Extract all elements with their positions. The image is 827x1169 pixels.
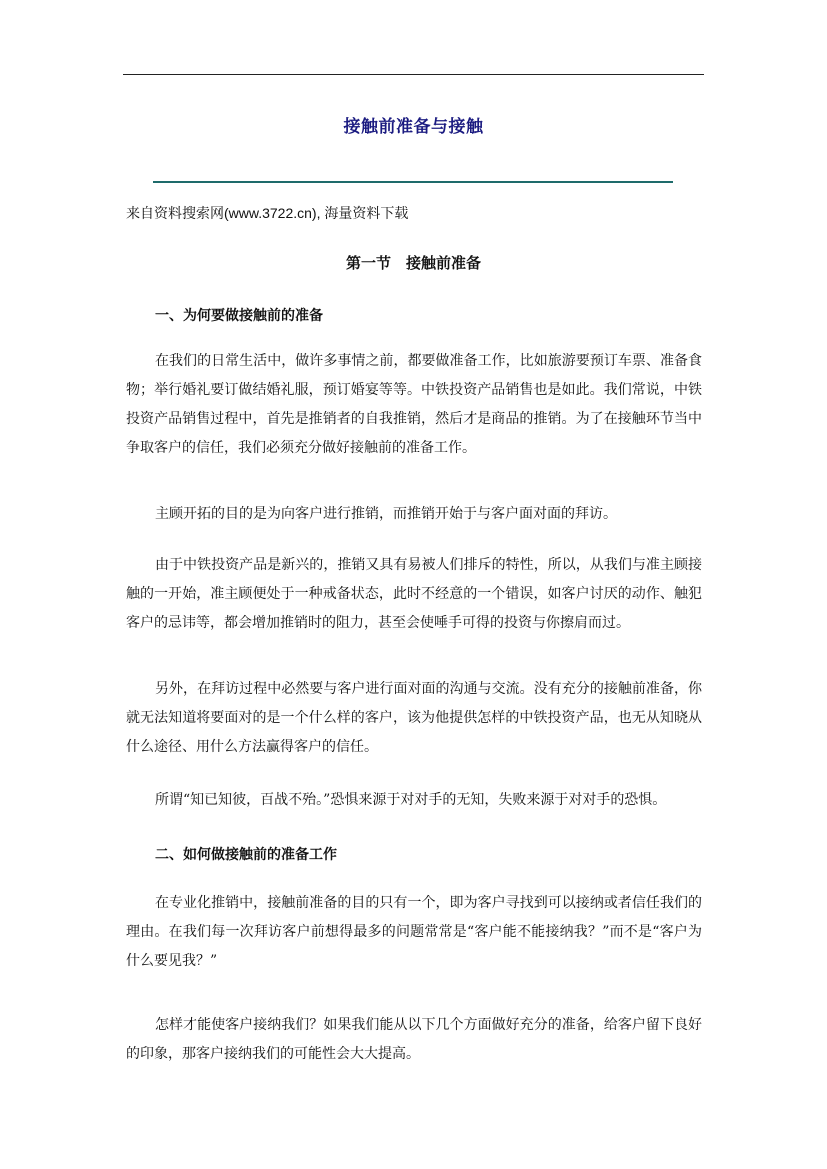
heading-how-prepare: 二、如何做接触前的准备工作 [155, 847, 337, 863]
paragraph-6: 在专业化推销中，接触前准备的目的只有一个，即为客户寻找到可以接纳或者信任我们的理由。在我们每一次拜访客户前想得最多的问题常常是“客户能不能接纳我？”而不是“客户为什么要见我？” [126, 895, 702, 969]
paragraph-5: 所谓“知已知彼，百战不殆。”恐惧来源于对对手的无知，失败来源于对对手的恐惧。 [155, 792, 667, 808]
paragraph-4: 另外，在拜访过程中必然要与客户进行面对面的沟通与交流。没有充分的接触前准备，你就无法知道将要面对的是一个什么样的客户，该为他提供怎样的中铁投资产品，也无从知晓从什么途径、用什么方法赢得客户的信任。 [126, 681, 702, 755]
heading-why-prepare: 一、为何要做接触前的准备 [155, 308, 323, 324]
section-title: 第一节 接触前准备 [345, 254, 481, 272]
document-title: 接触前准备与接触 [343, 117, 484, 137]
paragraph-7: 怎样才能使客户接纳我们？如果我们能从以下几个方面做好充分的准备，给客户留下良好的印象，那客户接纳我们的可能性会大大提高。 [126, 1017, 702, 1062]
paragraph-1: 在我们的日常生活中，做许多事情之前，都要做准备工作，比如旅游要预订车票、准备食物；举行婚礼要订做结婚礼服，预订婚宴等等。中铁投资产品销售也是如此。我们常说，中铁投资产品销售过程中，首先是推销者的自我推销，然后才是商品的推销。为了在接触环节当中争取客户的信任，我们必须充分做好接触前的准备工作。 [126, 353, 702, 456]
top-divider [123, 74, 704, 75]
paragraph-3: 由于中铁投资产品是新兴的，推销又具有易被人们排斥的特性，所以，从我们与准主顾接触的一开始，准主顾便处于一种戒备状态，此时不经意的一个错误，如客户讨厌的动作、触犯客户的忌讳等，都会增加推销时的阻力，甚至会使唾手可得的投资与你擦肩而过。 [126, 557, 702, 631]
title-divider [153, 181, 673, 183]
source-line: 来自资料搜索网(www.3722.cn), 海量资料下载 [126, 205, 409, 221]
paragraph-2: 主顾开拓的目的是为向客户进行推销，而推销开始于与客户面对面的拜访。 [155, 506, 617, 522]
